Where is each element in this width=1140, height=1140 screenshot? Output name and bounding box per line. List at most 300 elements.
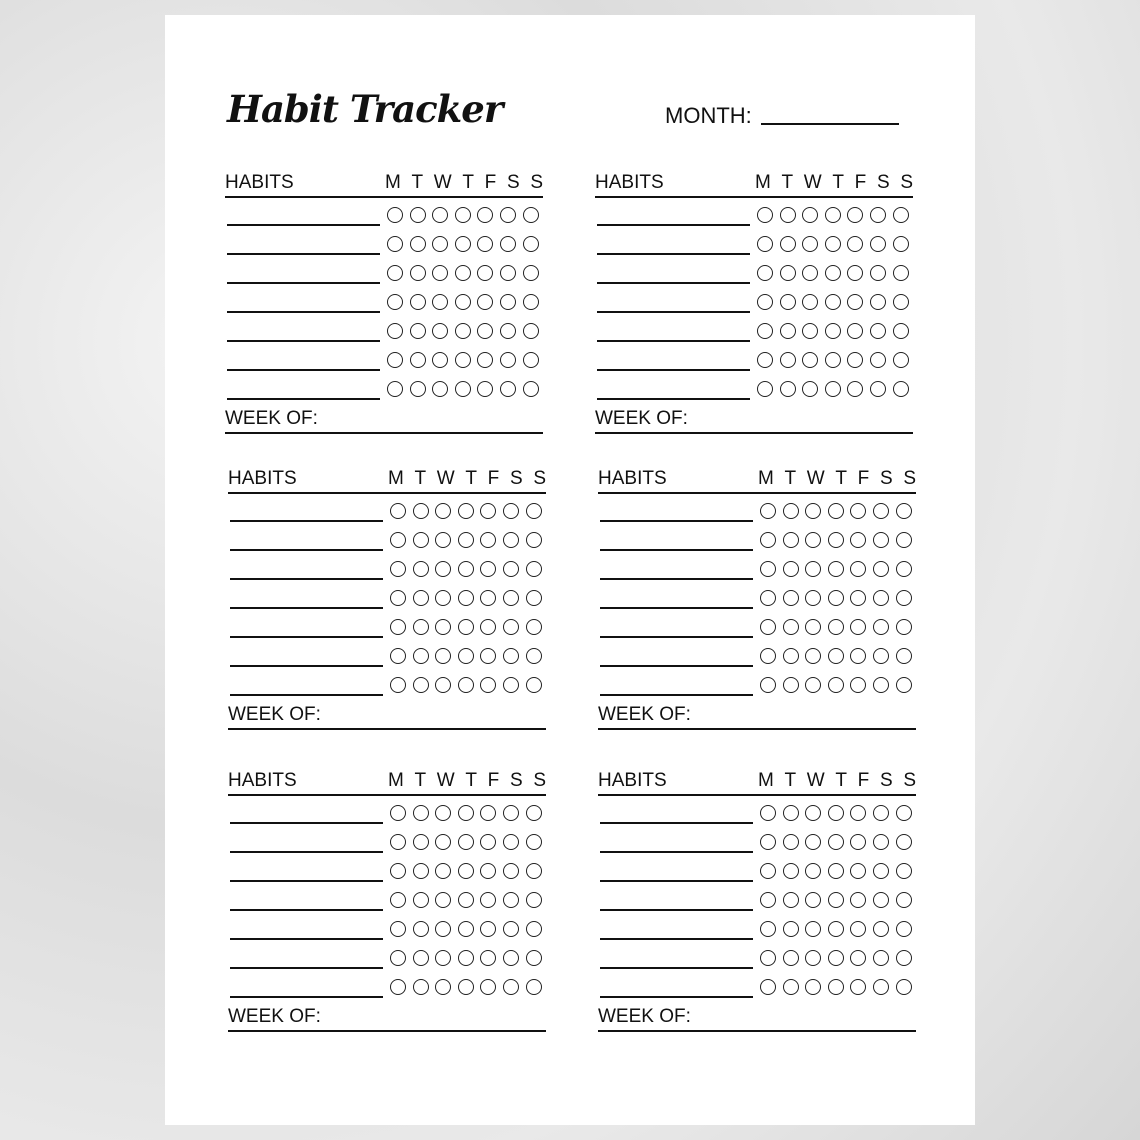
day-check-circle[interactable] (455, 236, 471, 252)
day-check-circle[interactable] (847, 381, 863, 397)
day-check-circle[interactable] (850, 921, 866, 937)
habit-name-line[interactable] (600, 607, 753, 609)
day-check-circle[interactable] (413, 892, 429, 908)
day-check-circle[interactable] (850, 892, 866, 908)
day-check-circle[interactable] (893, 236, 909, 252)
day-check-circle[interactable] (477, 265, 493, 281)
day-check-circle[interactable] (757, 352, 773, 368)
day-check-circle[interactable] (455, 352, 471, 368)
day-check-circle[interactable] (805, 979, 821, 995)
habit-name-line[interactable] (230, 578, 383, 580)
day-check-circle[interactable] (526, 648, 542, 664)
habit-name-line[interactable] (230, 822, 383, 824)
day-check-circle[interactable] (828, 979, 844, 995)
day-check-circle[interactable] (435, 532, 451, 548)
day-check-circle[interactable] (390, 805, 406, 821)
day-check-circle[interactable] (523, 265, 539, 281)
week-of-line[interactable] (225, 432, 543, 434)
day-check-circle[interactable] (896, 648, 912, 664)
day-check-circle[interactable] (500, 236, 516, 252)
day-check-circle[interactable] (783, 677, 799, 693)
day-check-circle[interactable] (783, 921, 799, 937)
habit-name-line[interactable] (227, 340, 380, 342)
day-check-circle[interactable] (828, 834, 844, 850)
day-check-circle[interactable] (870, 207, 886, 223)
habit-name-line[interactable] (227, 311, 380, 313)
day-check-circle[interactable] (757, 236, 773, 252)
habit-name-line[interactable] (600, 967, 753, 969)
day-check-circle[interactable] (526, 979, 542, 995)
habit-name-line[interactable] (597, 398, 750, 400)
day-check-circle[interactable] (413, 805, 429, 821)
day-check-circle[interactable] (802, 236, 818, 252)
day-check-circle[interactable] (455, 265, 471, 281)
day-check-circle[interactable] (526, 834, 542, 850)
day-check-circle[interactable] (410, 381, 426, 397)
day-check-circle[interactable] (783, 979, 799, 995)
day-check-circle[interactable] (850, 805, 866, 821)
day-check-circle[interactable] (783, 503, 799, 519)
day-check-circle[interactable] (896, 619, 912, 635)
habit-name-line[interactable] (230, 665, 383, 667)
day-check-circle[interactable] (503, 979, 519, 995)
week-of-line[interactable] (595, 432, 913, 434)
day-check-circle[interactable] (873, 805, 889, 821)
day-check-circle[interactable] (390, 921, 406, 937)
day-check-circle[interactable] (783, 834, 799, 850)
day-check-circle[interactable] (480, 503, 496, 519)
day-check-circle[interactable] (760, 805, 776, 821)
habit-name-line[interactable] (597, 311, 750, 313)
day-check-circle[interactable] (805, 805, 821, 821)
day-check-circle[interactable] (850, 561, 866, 577)
day-check-circle[interactable] (435, 892, 451, 908)
day-check-circle[interactable] (387, 236, 403, 252)
day-check-circle[interactable] (523, 381, 539, 397)
day-check-circle[interactable] (458, 677, 474, 693)
day-check-circle[interactable] (390, 532, 406, 548)
day-check-circle[interactable] (760, 921, 776, 937)
day-check-circle[interactable] (870, 352, 886, 368)
day-check-circle[interactable] (873, 561, 889, 577)
day-check-circle[interactable] (413, 561, 429, 577)
day-check-circle[interactable] (390, 503, 406, 519)
habit-name-line[interactable] (230, 607, 383, 609)
day-check-circle[interactable] (526, 863, 542, 879)
day-check-circle[interactable] (828, 532, 844, 548)
day-check-circle[interactable] (523, 294, 539, 310)
day-check-circle[interactable] (480, 979, 496, 995)
habit-name-line[interactable] (227, 253, 380, 255)
day-check-circle[interactable] (847, 352, 863, 368)
day-check-circle[interactable] (873, 950, 889, 966)
habit-name-line[interactable] (597, 224, 750, 226)
day-check-circle[interactable] (503, 834, 519, 850)
day-check-circle[interactable] (390, 648, 406, 664)
habit-name-line[interactable] (230, 909, 383, 911)
day-check-circle[interactable] (432, 236, 448, 252)
day-check-circle[interactable] (783, 561, 799, 577)
day-check-circle[interactable] (477, 381, 493, 397)
day-check-circle[interactable] (805, 863, 821, 879)
day-check-circle[interactable] (410, 294, 426, 310)
day-check-circle[interactable] (390, 950, 406, 966)
day-check-circle[interactable] (873, 834, 889, 850)
day-check-circle[interactable] (477, 352, 493, 368)
day-check-circle[interactable] (828, 921, 844, 937)
day-check-circle[interactable] (783, 950, 799, 966)
day-check-circle[interactable] (503, 590, 519, 606)
day-check-circle[interactable] (413, 979, 429, 995)
day-check-circle[interactable] (480, 619, 496, 635)
week-of-line[interactable] (228, 728, 546, 730)
day-check-circle[interactable] (780, 294, 796, 310)
day-check-circle[interactable] (896, 561, 912, 577)
habit-name-line[interactable] (600, 636, 753, 638)
day-check-circle[interactable] (893, 381, 909, 397)
day-check-circle[interactable] (435, 561, 451, 577)
day-check-circle[interactable] (760, 648, 776, 664)
day-check-circle[interactable] (850, 590, 866, 606)
day-check-circle[interactable] (873, 619, 889, 635)
day-check-circle[interactable] (410, 236, 426, 252)
day-check-circle[interactable] (387, 323, 403, 339)
day-check-circle[interactable] (760, 532, 776, 548)
day-check-circle[interactable] (783, 648, 799, 664)
day-check-circle[interactable] (850, 503, 866, 519)
day-check-circle[interactable] (500, 207, 516, 223)
habit-name-line[interactable] (600, 938, 753, 940)
day-check-circle[interactable] (526, 677, 542, 693)
day-check-circle[interactable] (896, 892, 912, 908)
day-check-circle[interactable] (526, 590, 542, 606)
day-check-circle[interactable] (458, 590, 474, 606)
habit-name-line[interactable] (230, 938, 383, 940)
day-check-circle[interactable] (896, 805, 912, 821)
day-check-circle[interactable] (757, 294, 773, 310)
day-check-circle[interactable] (435, 979, 451, 995)
day-check-circle[interactable] (873, 979, 889, 995)
habit-name-line[interactable] (230, 996, 383, 998)
day-check-circle[interactable] (825, 265, 841, 281)
day-check-circle[interactable] (387, 294, 403, 310)
day-check-circle[interactable] (893, 207, 909, 223)
day-check-circle[interactable] (410, 323, 426, 339)
day-check-circle[interactable] (896, 979, 912, 995)
habit-name-line[interactable] (230, 967, 383, 969)
day-check-circle[interactable] (850, 834, 866, 850)
day-check-circle[interactable] (896, 834, 912, 850)
day-check-circle[interactable] (458, 503, 474, 519)
day-check-circle[interactable] (825, 236, 841, 252)
habit-name-line[interactable] (597, 369, 750, 371)
day-check-circle[interactable] (893, 352, 909, 368)
day-check-circle[interactable] (760, 834, 776, 850)
day-check-circle[interactable] (828, 892, 844, 908)
day-check-circle[interactable] (847, 323, 863, 339)
day-check-circle[interactable] (783, 863, 799, 879)
day-check-circle[interactable] (780, 207, 796, 223)
day-check-circle[interactable] (432, 294, 448, 310)
habit-name-line[interactable] (227, 282, 380, 284)
day-check-circle[interactable] (455, 294, 471, 310)
day-check-circle[interactable] (805, 648, 821, 664)
day-check-circle[interactable] (873, 863, 889, 879)
day-check-circle[interactable] (480, 921, 496, 937)
day-check-circle[interactable] (870, 294, 886, 310)
day-check-circle[interactable] (413, 950, 429, 966)
habit-name-line[interactable] (230, 851, 383, 853)
day-check-circle[interactable] (500, 381, 516, 397)
day-check-circle[interactable] (390, 863, 406, 879)
day-check-circle[interactable] (805, 834, 821, 850)
day-check-circle[interactable] (805, 677, 821, 693)
day-check-circle[interactable] (435, 834, 451, 850)
day-check-circle[interactable] (780, 352, 796, 368)
day-check-circle[interactable] (458, 979, 474, 995)
day-check-circle[interactable] (896, 503, 912, 519)
day-check-circle[interactable] (410, 207, 426, 223)
day-check-circle[interactable] (828, 561, 844, 577)
day-check-circle[interactable] (805, 950, 821, 966)
week-of-line[interactable] (598, 1030, 916, 1032)
day-check-circle[interactable] (526, 892, 542, 908)
day-check-circle[interactable] (387, 352, 403, 368)
day-check-circle[interactable] (760, 863, 776, 879)
day-check-circle[interactable] (458, 561, 474, 577)
day-check-circle[interactable] (757, 381, 773, 397)
habit-name-line[interactable] (600, 578, 753, 580)
day-check-circle[interactable] (480, 590, 496, 606)
habit-name-line[interactable] (230, 636, 383, 638)
day-check-circle[interactable] (893, 294, 909, 310)
day-check-circle[interactable] (825, 294, 841, 310)
day-check-circle[interactable] (526, 921, 542, 937)
day-check-circle[interactable] (526, 950, 542, 966)
day-check-circle[interactable] (387, 265, 403, 281)
day-check-circle[interactable] (825, 352, 841, 368)
month-input-line[interactable] (761, 123, 899, 125)
day-check-circle[interactable] (896, 590, 912, 606)
day-check-circle[interactable] (870, 381, 886, 397)
day-check-circle[interactable] (828, 503, 844, 519)
day-check-circle[interactable] (503, 677, 519, 693)
day-check-circle[interactable] (873, 892, 889, 908)
day-check-circle[interactable] (828, 863, 844, 879)
habit-name-line[interactable] (227, 224, 380, 226)
habit-name-line[interactable] (600, 880, 753, 882)
day-check-circle[interactable] (896, 950, 912, 966)
day-check-circle[interactable] (873, 503, 889, 519)
day-check-circle[interactable] (850, 950, 866, 966)
day-check-circle[interactable] (847, 265, 863, 281)
day-check-circle[interactable] (896, 921, 912, 937)
day-check-circle[interactable] (873, 648, 889, 664)
day-check-circle[interactable] (480, 892, 496, 908)
day-check-circle[interactable] (480, 677, 496, 693)
week-of-line[interactable] (228, 1030, 546, 1032)
day-check-circle[interactable] (805, 619, 821, 635)
day-check-circle[interactable] (802, 323, 818, 339)
day-check-circle[interactable] (477, 323, 493, 339)
day-check-circle[interactable] (805, 892, 821, 908)
day-check-circle[interactable] (802, 381, 818, 397)
day-check-circle[interactable] (760, 590, 776, 606)
habit-name-line[interactable] (600, 851, 753, 853)
day-check-circle[interactable] (873, 677, 889, 693)
day-check-circle[interactable] (896, 863, 912, 879)
day-check-circle[interactable] (828, 950, 844, 966)
day-check-circle[interactable] (390, 677, 406, 693)
day-check-circle[interactable] (523, 207, 539, 223)
day-check-circle[interactable] (783, 805, 799, 821)
day-check-circle[interactable] (893, 265, 909, 281)
habit-name-line[interactable] (600, 909, 753, 911)
day-check-circle[interactable] (847, 294, 863, 310)
day-check-circle[interactable] (802, 207, 818, 223)
day-check-circle[interactable] (410, 352, 426, 368)
day-check-circle[interactable] (760, 561, 776, 577)
day-check-circle[interactable] (780, 236, 796, 252)
day-check-circle[interactable] (828, 619, 844, 635)
day-check-circle[interactable] (526, 532, 542, 548)
day-check-circle[interactable] (503, 648, 519, 664)
habit-name-line[interactable] (600, 996, 753, 998)
day-check-circle[interactable] (500, 352, 516, 368)
day-check-circle[interactable] (503, 892, 519, 908)
habit-name-line[interactable] (227, 398, 380, 400)
day-check-circle[interactable] (390, 892, 406, 908)
day-check-circle[interactable] (757, 207, 773, 223)
day-check-circle[interactable] (477, 294, 493, 310)
day-check-circle[interactable] (477, 236, 493, 252)
day-check-circle[interactable] (480, 863, 496, 879)
day-check-circle[interactable] (757, 265, 773, 281)
day-check-circle[interactable] (828, 805, 844, 821)
day-check-circle[interactable] (390, 979, 406, 995)
day-check-circle[interactable] (390, 619, 406, 635)
day-check-circle[interactable] (413, 677, 429, 693)
day-check-circle[interactable] (760, 979, 776, 995)
day-check-circle[interactable] (503, 619, 519, 635)
day-check-circle[interactable] (458, 619, 474, 635)
day-check-circle[interactable] (805, 590, 821, 606)
day-check-circle[interactable] (435, 619, 451, 635)
day-check-circle[interactable] (480, 950, 496, 966)
day-check-circle[interactable] (432, 207, 448, 223)
day-check-circle[interactable] (458, 921, 474, 937)
day-check-circle[interactable] (435, 950, 451, 966)
day-check-circle[interactable] (435, 863, 451, 879)
habit-name-line[interactable] (597, 340, 750, 342)
day-check-circle[interactable] (458, 863, 474, 879)
day-check-circle[interactable] (413, 532, 429, 548)
day-check-circle[interactable] (458, 950, 474, 966)
day-check-circle[interactable] (802, 352, 818, 368)
day-check-circle[interactable] (780, 381, 796, 397)
day-check-circle[interactable] (526, 561, 542, 577)
habit-name-line[interactable] (600, 822, 753, 824)
habit-name-line[interactable] (600, 520, 753, 522)
day-check-circle[interactable] (455, 323, 471, 339)
habit-name-line[interactable] (230, 549, 383, 551)
day-check-circle[interactable] (455, 207, 471, 223)
day-check-circle[interactable] (760, 619, 776, 635)
habit-name-line[interactable] (230, 694, 383, 696)
habit-name-line[interactable] (227, 369, 380, 371)
day-check-circle[interactable] (896, 677, 912, 693)
day-check-circle[interactable] (413, 648, 429, 664)
day-check-circle[interactable] (390, 561, 406, 577)
day-check-circle[interactable] (413, 619, 429, 635)
day-check-circle[interactable] (458, 834, 474, 850)
day-check-circle[interactable] (435, 921, 451, 937)
day-check-circle[interactable] (480, 648, 496, 664)
day-check-circle[interactable] (477, 207, 493, 223)
day-check-circle[interactable] (873, 532, 889, 548)
day-check-circle[interactable] (500, 323, 516, 339)
day-check-circle[interactable] (432, 352, 448, 368)
day-check-circle[interactable] (458, 892, 474, 908)
day-check-circle[interactable] (458, 648, 474, 664)
day-check-circle[interactable] (435, 677, 451, 693)
day-check-circle[interactable] (825, 323, 841, 339)
day-check-circle[interactable] (503, 561, 519, 577)
habit-name-line[interactable] (597, 253, 750, 255)
day-check-circle[interactable] (802, 294, 818, 310)
day-check-circle[interactable] (805, 921, 821, 937)
day-check-circle[interactable] (503, 532, 519, 548)
week-of-line[interactable] (598, 728, 916, 730)
day-check-circle[interactable] (896, 532, 912, 548)
day-check-circle[interactable] (410, 265, 426, 281)
day-check-circle[interactable] (760, 677, 776, 693)
day-check-circle[interactable] (413, 834, 429, 850)
day-check-circle[interactable] (503, 805, 519, 821)
day-check-circle[interactable] (893, 323, 909, 339)
day-check-circle[interactable] (523, 352, 539, 368)
day-check-circle[interactable] (873, 590, 889, 606)
day-check-circle[interactable] (757, 323, 773, 339)
day-check-circle[interactable] (526, 503, 542, 519)
day-check-circle[interactable] (435, 590, 451, 606)
habit-name-line[interactable] (597, 282, 750, 284)
day-check-circle[interactable] (850, 677, 866, 693)
day-check-circle[interactable] (387, 207, 403, 223)
day-check-circle[interactable] (455, 381, 471, 397)
day-check-circle[interactable] (825, 207, 841, 223)
day-check-circle[interactable] (828, 648, 844, 664)
day-check-circle[interactable] (500, 294, 516, 310)
day-check-circle[interactable] (847, 236, 863, 252)
day-check-circle[interactable] (435, 648, 451, 664)
day-check-circle[interactable] (526, 805, 542, 821)
day-check-circle[interactable] (503, 921, 519, 937)
day-check-circle[interactable] (802, 265, 818, 281)
day-check-circle[interactable] (435, 805, 451, 821)
day-check-circle[interactable] (523, 323, 539, 339)
day-check-circle[interactable] (480, 561, 496, 577)
day-check-circle[interactable] (828, 677, 844, 693)
day-check-circle[interactable] (390, 590, 406, 606)
day-check-circle[interactable] (435, 503, 451, 519)
day-check-circle[interactable] (390, 834, 406, 850)
day-check-circle[interactable] (432, 381, 448, 397)
day-check-circle[interactable] (850, 532, 866, 548)
habit-name-line[interactable] (230, 880, 383, 882)
day-check-circle[interactable] (387, 381, 403, 397)
habit-name-line[interactable] (600, 665, 753, 667)
